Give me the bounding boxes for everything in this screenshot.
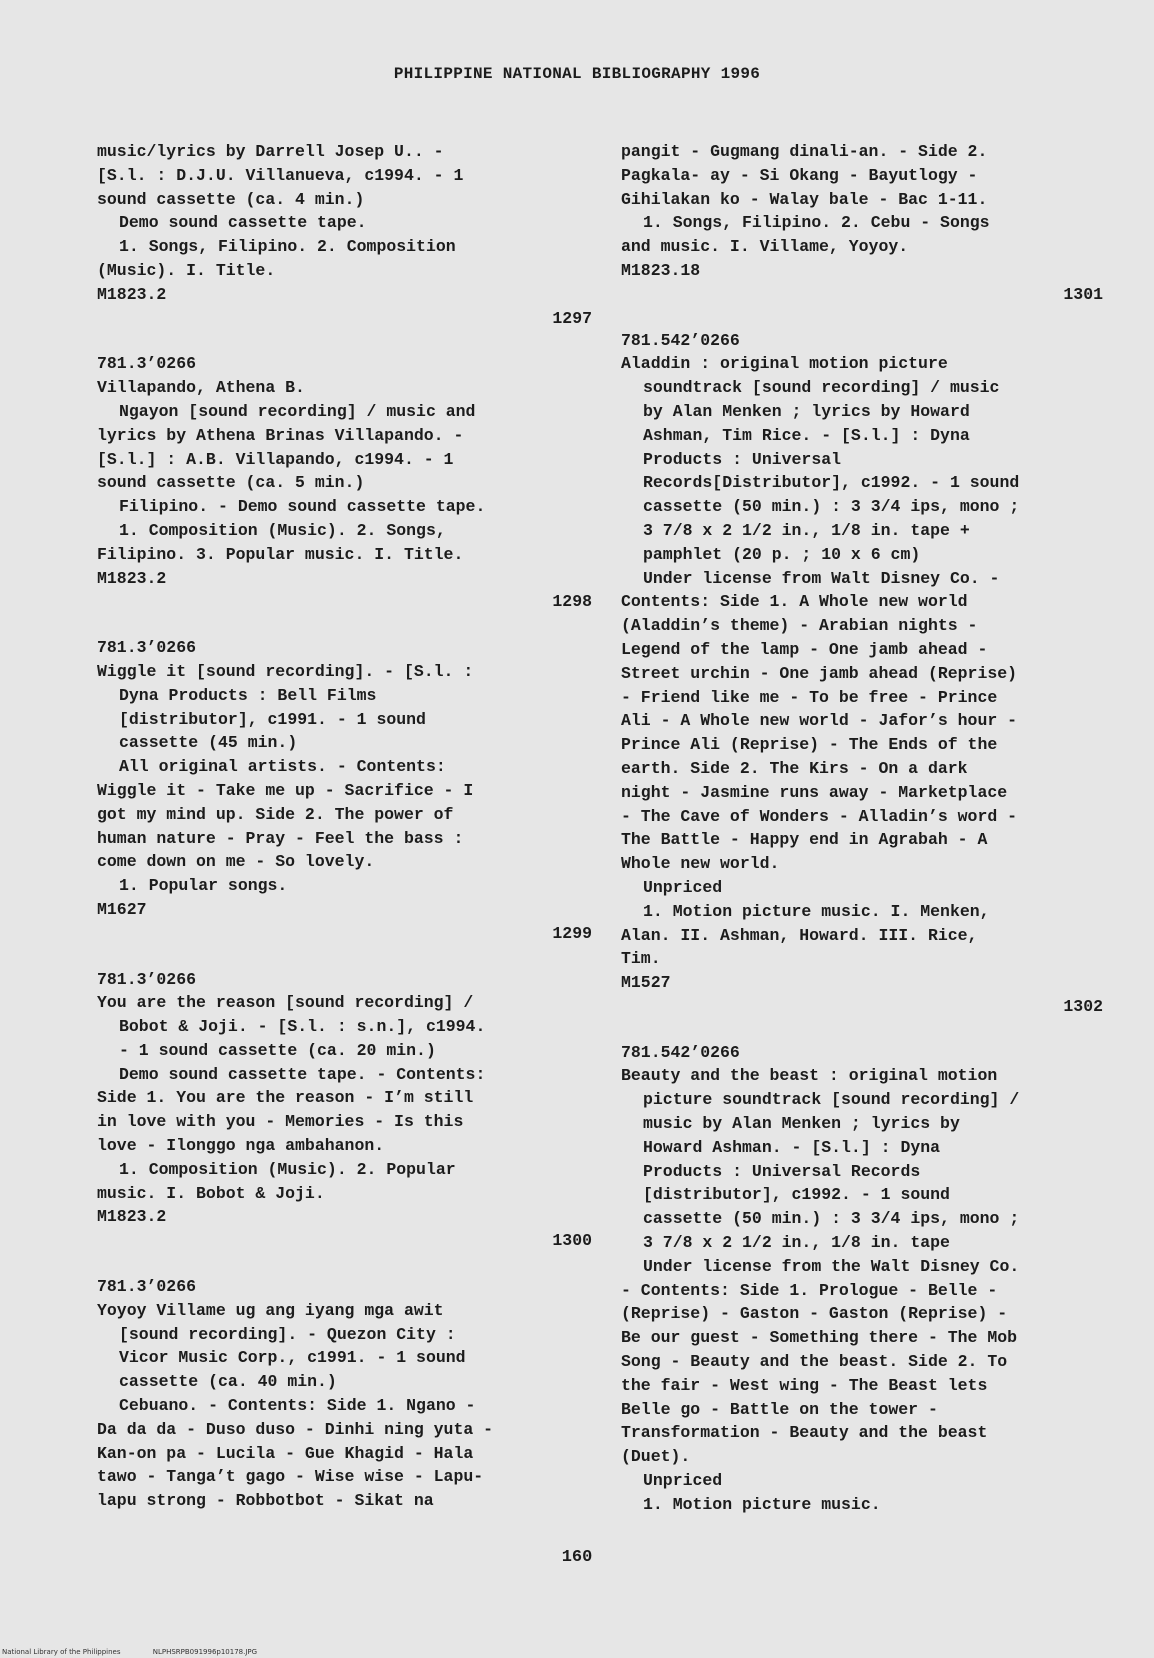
- entry-line: Bobot & Joji. - [S.l. : s.n.], c1994.: [119, 1017, 486, 1037]
- entry-line: soundtrack [sound recording] / music: [643, 378, 1000, 398]
- entry-line: pangit - Gugmang dinali-an. - Side 2.: [621, 142, 988, 161]
- entry-line: Whole new world.: [621, 854, 780, 874]
- entry-line: Belle go - Battle on the tower -: [621, 1399, 938, 1419]
- entry-line: Aladdin : original motion picture: [621, 354, 948, 374]
- entry-gap: [621, 307, 1103, 329]
- entry-line: cassette (45 min.): [119, 733, 298, 753]
- entry-line: the fair - West wing - The Beast lets: [621, 1375, 988, 1395]
- entry-line: Howard Ashman. - [S.l.] : Dyna: [643, 1137, 941, 1157]
- entry-line: tawo - Tanga’t gago - Wise wise - Lapu-: [97, 1467, 484, 1487]
- page-title: PHILIPPINE NATIONAL BIBLIOGRAPHY 1996: [393, 65, 761, 83]
- entry-number: 1301: [1063, 284, 1103, 304]
- entry-line: music. I. Bobot & Joji.: [97, 1183, 325, 1203]
- entry-line: [S.l.] : A.B. Villapando, c1994. - 1: [97, 449, 454, 469]
- entry-line: Filipino. - Demo sound cassette tape.: [119, 497, 486, 517]
- entry-line: Under license from Walt Disney Co. -: [643, 568, 1000, 588]
- entry-line: 3 7/8 x 2 1/2 in., 1/8 in. tape: [643, 1233, 950, 1253]
- entry-line: lapu strong - Robbotbot - Sikat na: [97, 1491, 434, 1511]
- entry-line: 781.3’0266: [97, 969, 197, 989]
- entry-line: 781.3’0266: [97, 354, 197, 374]
- entry-line: 3 7/8 x 2 1/2 in., 1/8 in. tape +: [643, 520, 970, 540]
- entry-line: Ali - A Whole new world - Jafor’s hour -: [621, 711, 1018, 731]
- entry-line: Street urchin - One jamb ahead (Reprise): [621, 663, 1018, 683]
- entry-line: Alan. II. Ashman, Howard. III. Rice,: [621, 925, 978, 945]
- entry-line: Be our guest - Something there - The Mob: [621, 1328, 1018, 1348]
- entry-line: cassette (ca. 40 min.): [119, 1372, 337, 1392]
- bibliography-entry: [97, 140, 592, 330]
- entry-line: Wiggle it - Take me up - Sacrifice - I: [97, 780, 474, 800]
- entry-line: Beauty and the beast : original motion: [621, 1066, 998, 1086]
- bibliography-entry: [621, 140, 1103, 307]
- left-column: [97, 140, 592, 1513]
- entry-line: Vicor Music Corp., c1991. - 1 sound: [119, 1348, 466, 1368]
- entry-line: Da da da - Duso duso - Dinhi ning yuta -: [97, 1419, 494, 1439]
- entry-line: 1. Motion picture music. I. Menken,: [643, 901, 990, 921]
- footer-file: NLPHSRPB091996p10178.JPG: [152, 1648, 258, 1656]
- entry-line: come down on me - So lovely.: [97, 852, 375, 872]
- entry-line: - 1 sound cassette (ca. 20 min.): [119, 1040, 436, 1060]
- entry-line: (Music). I. Title.: [97, 260, 276, 280]
- entry-line: music/lyrics by Darrell Josep U.. -: [97, 142, 444, 161]
- entry-line: by Alan Menken ; lyrics by Howard: [643, 401, 970, 421]
- entry-line: Villapando, Athena B.: [97, 378, 305, 398]
- entry-line: Products : Universal: [643, 449, 842, 469]
- entry-line: 1. Songs, Filipino. 2. Cebu - Songs: [643, 213, 990, 233]
- page-number: 160: [561, 1548, 593, 1567]
- entry-line: Kan-on pa - Lucila - Gue Khagid - Hala: [97, 1443, 474, 1463]
- bibliography-entry: [97, 352, 592, 614]
- entry-gap: [97, 946, 592, 968]
- entry-line: 781.542’0266: [621, 330, 740, 350]
- entry-line: Unpriced: [643, 1471, 723, 1491]
- entry-line: night - Jasmine runs away - Marketplace: [621, 782, 1008, 802]
- entry-line: Products : Universal Records: [643, 1161, 921, 1181]
- entry-line: 1. Composition (Music). 2. Popular: [119, 1159, 456, 1179]
- entry-line: M1823.2: [97, 284, 167, 304]
- entry-line: - The Cave of Wonders - Alladin’s word -: [621, 806, 1018, 826]
- entry-line: music by Alan Menken ; lyrics by: [643, 1114, 960, 1134]
- entry-line: [distributor], c1992. - 1 sound: [643, 1185, 950, 1205]
- entry-line: [sound recording]. - Quezon City :: [119, 1324, 456, 1344]
- entry-line: love - Ilonggo nga ambahanon.: [97, 1136, 385, 1156]
- entry-line: Under license from the Walt Disney Co.: [643, 1256, 1020, 1276]
- entry-line: Pagkala- ay - Si Okang - Bayutlogy -: [621, 165, 978, 185]
- entry-line: M1527: [621, 973, 671, 993]
- entry-line: Side 1. You are the reason - I’m still: [97, 1088, 474, 1108]
- entry-line: Song - Beauty and the beast. Side 2. To: [621, 1352, 1008, 1372]
- entry-number: 1302: [1063, 996, 1103, 1016]
- entry-number: 1300: [552, 1231, 592, 1251]
- entry-line: lyrics by Athena Brinas Villapando. -: [97, 425, 464, 445]
- entry-line: Wiggle it [sound recording]. - [S.l. :: [97, 661, 474, 681]
- entry-gap: [97, 330, 592, 352]
- entry-line: Demo sound cassette tape. - Contents:: [119, 1064, 486, 1084]
- entry-line: and music. I. Villame, Yoyoy.: [621, 237, 909, 257]
- entry-line: Unpriced: [643, 877, 723, 897]
- entry-line: Demo sound cassette tape.: [119, 213, 367, 233]
- entry-line: in love with you - Memories - Is this: [97, 1112, 464, 1132]
- entry-line: 1. Popular songs.: [119, 876, 288, 896]
- entry-line: Records[Distributor], c1992. - 1 sound: [643, 473, 1020, 493]
- entry-line: earth. Side 2. The Kirs - On a dark: [621, 758, 968, 778]
- entry-line: 781.542’0266: [621, 1042, 740, 1062]
- entry-line: cassette (50 min.) : 3 3/4 ips, mono ;: [643, 1209, 1020, 1229]
- entry-line: sound cassette (ca. 4 min.): [97, 189, 365, 209]
- entry-number: 1298: [552, 592, 592, 612]
- entry-line: Ashman, Tim Rice. - [S.l.] : Dyna: [643, 425, 970, 445]
- entry-line: Prince Ali (Reprise) - The Ends of the: [621, 735, 998, 755]
- entry-line: Tim.: [621, 949, 661, 969]
- right-column: [621, 140, 1103, 1517]
- entry-line: M1627: [97, 899, 147, 919]
- entry-line: pamphlet (20 p. ; 10 x 6 cm): [643, 544, 921, 564]
- entry-line: All original artists. - Contents:: [119, 757, 446, 777]
- entry-number: 1297: [552, 308, 592, 328]
- bibliography-entry: [621, 1041, 1103, 1517]
- entry-line: 1. Composition (Music). 2. Songs,: [119, 520, 446, 540]
- entry-line: (Aladdin’s theme) - Arabian nights -: [621, 616, 978, 636]
- entry-line: sound cassette (ca. 5 min.): [97, 473, 365, 493]
- scan-footer: [2, 1648, 287, 1656]
- entry-line: Ngayon [sound recording] / music and: [119, 401, 476, 421]
- entry-line: human nature - Pray - Feel the bass :: [97, 828, 464, 848]
- entry-line: Gihilakan ko - Walay bale - Bac 1-11.: [621, 189, 988, 209]
- bibliography-entry: [97, 636, 592, 945]
- entry-line: Dyna Products : Bell Films: [119, 685, 377, 705]
- entry-line: M1823.2: [97, 1207, 167, 1227]
- footer-library: National Library of the Philippines: [2, 1648, 121, 1656]
- entry-line: Cebuano. - Contents: Side 1. Ngano -: [119, 1396, 476, 1416]
- entry-line: Legend of the lamp - One jamb ahead -: [621, 639, 988, 659]
- entry-line: (Duet).: [621, 1447, 691, 1467]
- bibliography-entry: [97, 968, 592, 1254]
- entry-line: - Contents: Side 1. Prologue - Belle -: [621, 1280, 998, 1300]
- entry-line: Filipino. 3. Popular music. I. Title.: [97, 544, 464, 564]
- entry-line: M1823.18: [621, 260, 701, 280]
- entry-line: picture soundtrack [sound recording] /: [643, 1090, 1020, 1110]
- entry-number: 1299: [552, 923, 592, 943]
- bibliography-entry: [621, 329, 1103, 1019]
- entry-line: The Battle - Happy end in Agrabah - A: [621, 830, 988, 850]
- entry-gap: [97, 1253, 592, 1275]
- entry-line: [S.l. : D.J.U. Villanueva, c1994. - 1: [97, 165, 464, 185]
- entry-line: Yoyoy Villame ug ang iyang mga awit: [97, 1300, 444, 1320]
- bibliography-entry: [97, 1275, 592, 1513]
- entry-line: 1. Songs, Filipino. 2. Composition: [119, 237, 456, 257]
- entry-line: (Reprise) - Gaston - Gaston (Reprise) -: [621, 1304, 1008, 1324]
- entry-line: - Friend like me - To be free - Prince: [621, 687, 998, 707]
- entry-line: got my mind up. Side 2. The power of: [97, 804, 454, 824]
- entry-gap: [621, 1019, 1103, 1041]
- entry-line: M1823.2: [97, 568, 167, 588]
- entry-line: cassette (50 min.) : 3 3/4 ips, mono ;: [643, 497, 1020, 517]
- entry-line: 781.3’0266: [97, 1277, 197, 1297]
- entry-line: 1. Motion picture music.: [643, 1494, 881, 1514]
- entry-line: Transformation - Beauty and the beast: [621, 1423, 988, 1443]
- entry-gap: [97, 614, 592, 636]
- entry-line: 781.3’0266: [97, 638, 197, 658]
- entry-line: Contents: Side 1. A Whole new world: [621, 592, 968, 612]
- entry-line: You are the reason [sound recording] /: [97, 993, 474, 1013]
- entry-line: [distributor], c1991. - 1 sound: [119, 709, 426, 729]
